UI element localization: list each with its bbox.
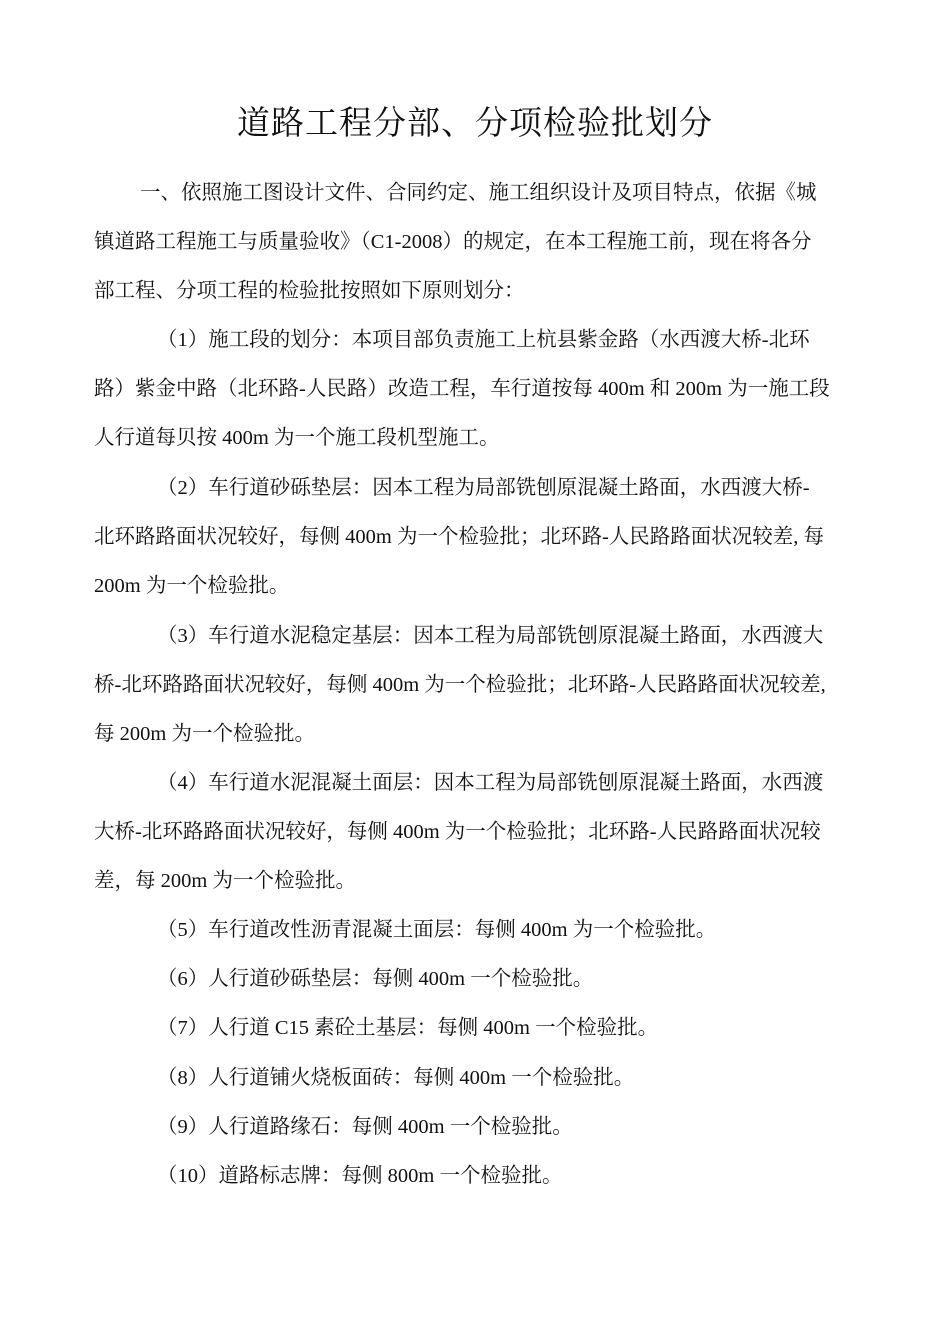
item-3-line-3: 每 200m 为一个检验批。: [94, 723, 315, 745]
item-2-line-2: 北环路路面状况较好，每侧 400m 为一个检验批；北环路-人民路路面状况较差, 每: [94, 526, 825, 548]
item-5: （5）车行道改性沥青混凝土面层：每侧 400m 为一个检验批。: [157, 919, 717, 941]
item-1-line-2: 路）紫金中路（北环路-人民路）改造工程，车行道按每 400m 和 200m 为一施工段: [94, 378, 830, 400]
item-10: （10）道路标志牌：每侧 800m 一个检验批。: [157, 1165, 563, 1187]
item-4-line-3: 差，每 200m 为一个检验批。: [94, 870, 356, 892]
item-8: （8）人行道铺火烧板面砖：每侧 400m 一个检验批。: [157, 1067, 635, 1089]
page-title: 道路工程分部、分项检验批划分: [237, 103, 713, 142]
item-6: （6）人行道砂砾垫层：每侧 400m 一个检验批。: [157, 968, 594, 990]
item-2-line-3: 200m 为一个检验批。: [94, 575, 290, 597]
item-4-line-2: 大桥-北环路路面状况较好，每侧 400m 为一个检验批；北环路-人民路路面状况较: [94, 821, 821, 843]
item-7: （7）人行道 C15 素砼土基层：每侧 400m 一个检验批。: [157, 1017, 659, 1039]
item-3-line-1: （3）车行道水泥稳定基层：因本工程为局部铣刨原混凝土路面，水西渡大: [157, 625, 824, 647]
intro-line-3: 部工程、分项工程的检验批按照如下原则划分：: [94, 280, 525, 302]
item-3-line-2: 桥-北环路路面状况较好，每侧 400m 为一个检验批；北环路-人民路路面状况较差,: [94, 674, 826, 696]
intro-line-1: 一、依照施工图设计文件、合同约定、施工组织设计及项目特点，依据《城: [140, 182, 817, 204]
intro-line-2: 镇道路工程施工与质量验收》（C1-2008）的规定，在本工程施工前，现在将各分: [94, 231, 812, 253]
item-2-line-1: （2）车行道砂砾垫层：因本工程为局部铣刨原混凝土路面，水西渡大桥-: [157, 477, 810, 499]
item-1-line-1: （1）施工段的划分：本项目部负责施工上杭县紫金路（水西渡大桥-北环: [157, 329, 810, 351]
item-4-line-1: （4）车行道水泥混凝土面层：因本工程为局部铣刨原混凝土路面，水西渡: [157, 772, 824, 794]
item-1-line-3: 人行道每贝按 400m 为一个施工段机型施工。: [94, 427, 500, 449]
item-9: （9）人行道路缘石：每侧 400m 一个检验批。: [157, 1116, 573, 1138]
